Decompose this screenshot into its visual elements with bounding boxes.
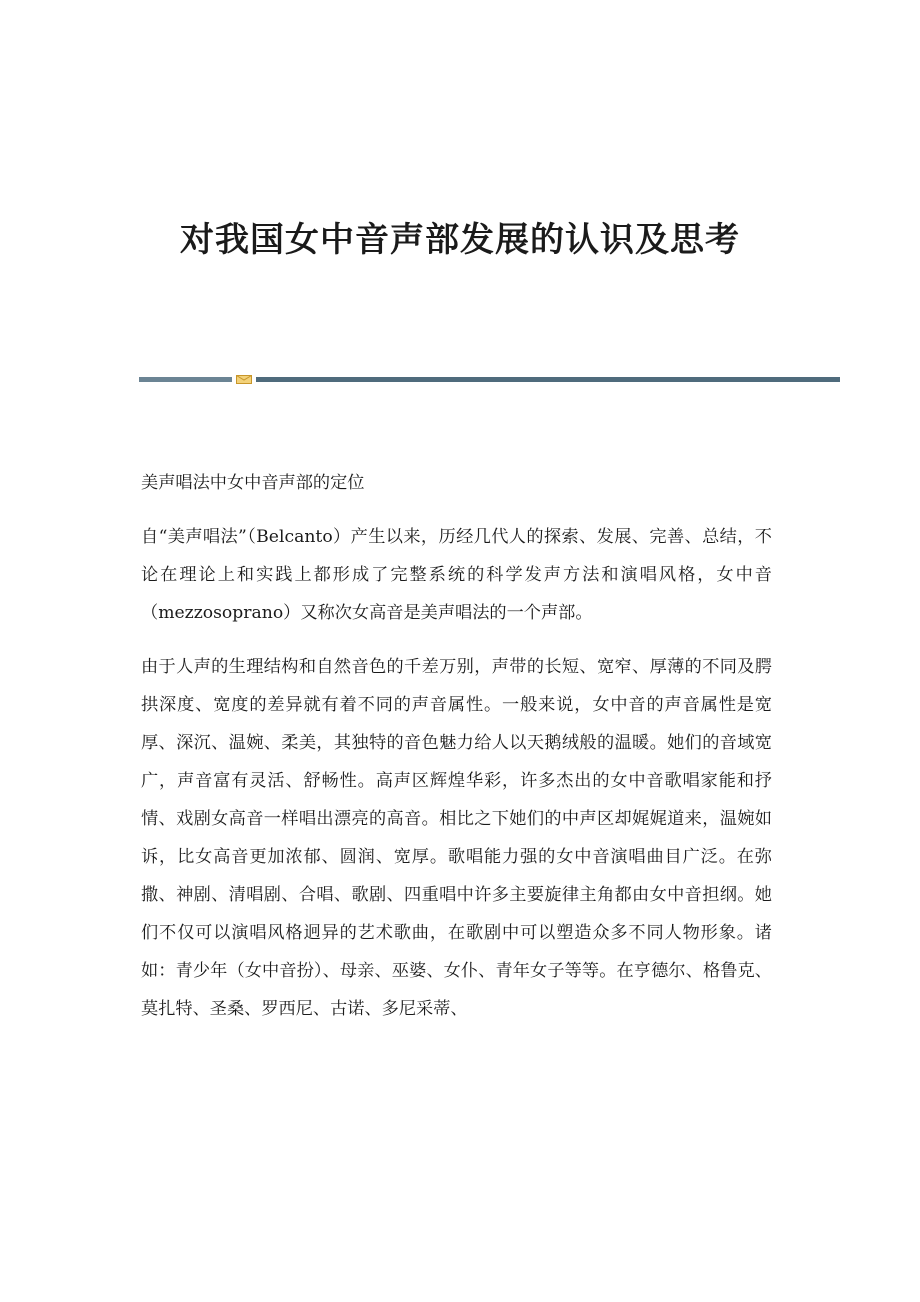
- divider-right-segment: [256, 377, 840, 382]
- divider-left-segment: [139, 377, 232, 382]
- paragraph: 由于人声的生理结构和自然音色的千差万别，声带的长短、宽窄、厚薄的不同及腭拱深度、宽度的差异就有着不同的声音属性。一般来说，女中音的声音属性是宽厚、深沉、温婉、柔美，其独特的音色魅力给人以天鹅绒般的温暖。她们的音域宽广，声音富有灵活、舒畅性。高声区辉煌华彩，许多杰出的女中音歌唱家能和抒情、戏剧女高音一样唱出漂亮的高音。相比之下她们的中声区却娓娓道来，温婉如诉，比女高音更加浓郁、圆润、宽厚。歌唱能力强的女中音演唱曲目广泛。在弥撒、神剧、清唱剧、合唱、歌剧、四重唱中许多主要旋律主角都由女中音担纲。她们不仅可以演唱风格迥异的艺术歌曲，在歌剧中可以塑造众多不同人物形象。诸如：青少年（女中音扮）、母亲、巫婆、女仆、青年女子等等。在亨德尔、格鲁克、莫扎特、圣桑、罗西尼、古诺、多尼采蒂、: [141, 657, 772, 1019]
- envelope-icon: [236, 375, 252, 384]
- title-divider: [139, 375, 840, 385]
- paragraph: 自“美声唱法”（Belcanto）产生以来，历经几代人的探索、发展、完善、总结，不论在理论上和实践上都形成了完整系统的科学发声方法和演唱风格，女中音（mezzosoprano）又称次女高音是美声唱法的一个声部。: [141, 527, 772, 623]
- section-heading: 美声唱法中女中音声部的定位: [141, 473, 365, 493]
- document-body: [141, 464, 772, 1044]
- document-title: 对我国女中音声部发展的认识及思考: [180, 220, 740, 260]
